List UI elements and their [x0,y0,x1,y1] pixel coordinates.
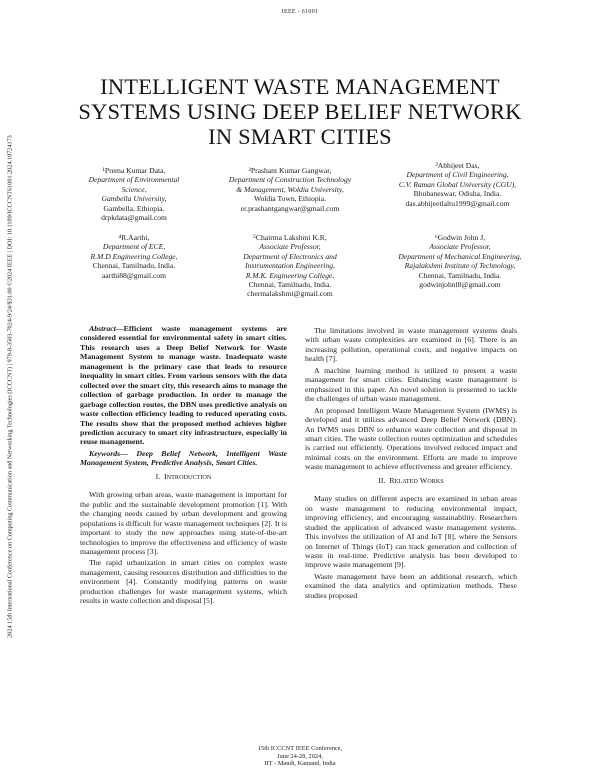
author-name: ¹Prema Kumar Data, [102,166,166,175]
author-affiliation: & Management, Woldia University, [236,184,344,194]
author-email: godwinjohnl8@gmail.com [419,280,501,290]
author-email: aarthi88@gmail.com [101,270,167,280]
author-affiliation: Rajalakshmi Institute of Technology, [404,261,516,271]
right-column [305,326,517,602]
author-affiliation: Department of Construction Technology [228,175,352,185]
author-location: Chennai, Tamilnadu, India. [248,280,332,290]
left-column [80,324,287,608]
paper-title [60,74,540,149]
author-location: Chennai, Tamilnadu, India. [418,270,502,280]
ieee-identifier: IEEE - 61001 [281,9,319,15]
author-location: Woldia Town, Ethiopia. [253,194,327,204]
author-affiliation: C.V. Raman Global University (CGU), [398,179,517,189]
author-affiliation: Department of Mechanical Engineering, [398,251,522,261]
title-line: INTELLIGENT WASTE MANAGEMENT [100,74,500,99]
section-heading-introduction: I. INTRODUCTION [155,471,212,481]
abstract-label: Abstract [89,324,116,333]
author-location: Bhubaneswar, Odisha, India. [413,189,502,199]
author-email: das.abhijeetlaltu1999@gmail.com [405,198,510,208]
footer-line: IIT - Mandi, Kamand, India [264,760,336,768]
paragraph: Waste management have been an additional research, which examined the data analytics and optimization methods. These studies proposed [305,571,517,600]
author-affiliation: R.M.D Engineering College, [90,251,178,261]
author-affiliation: Associate Professor, [259,242,321,252]
title-line: IN SMART CITIES [208,124,392,149]
author-block [210,166,370,213]
keywords: Keywords— Deep Belief Network, Intelligent Waste Management System, Predictive Analysis, Smart Cities. [80,448,287,468]
author-affiliation: Science, [121,184,147,194]
abstract [80,324,287,447]
author-block [210,233,370,299]
author-block [82,166,186,222]
paragraph: A machine learning method is utilized to present a waste management for smart cities. Enhancing waste management is emphasized in this paper. An novel solution is presented to tackle the challenges of urban waste management. [305,365,517,404]
paragraph: Many studies on different aspects are examined in urban areas on waste management to reducing environmental impact, improving efficiency, and encouraging sustainability. Researchers studied the application of advanced waste management systems. This involves the utilization of AI and IoT [8], where the Sensors on Internet of Things (IoT) can track generation and collection of waste in real-time. Predictive analysis has been developed to improve waste management [9]. [305,494,517,570]
author-affiliation: Department of Environmental [88,175,180,185]
author-name: ⁴R.Aarthi, [118,233,150,242]
author-block [82,233,186,280]
paragraph: The limitations involved in waste management systems deals with urban waste complexities are examined in [6]. There is an increasing pollution, operational costs, and negative impacts on health [7]. [305,326,517,364]
author-affiliation: R.M.K. Engineering College, [245,270,335,280]
author-location: Gambella, Ethiopia. [103,203,165,213]
author-affiliation: Instrumentation Engineering, [245,261,335,271]
author-affiliation: Department of Civil Engineering, [406,170,509,180]
paragraph: An proposed Intelligent Waste Management System (IWMS) is developed and it utilizes advanced Deep Belief Network (DBN). An IWMS uses DBN to enhance waste collection and disposal in smart cities. The waste collection routes optimization and schedules is carried out efficiently. Operations involved reduced impact and minimal costs on the environment. Efforts are made to improve waste management to achieve effectiveness and greater efficiency. [305,405,517,472]
section-heading-related-works: II. RELATED WORKS [378,475,444,485]
author-name: ²Prashant Kumar Gangwar, [248,166,332,175]
author-block [395,161,520,208]
paragraph: With growing urban areas, waste management is important for the public and the sustainable development promotion [1]. With the changing needs caused by urban development and growing populations is difficult for waste management techniques [2]. It is important to study the new approaches using state-of-the-art technologies to improve the effectiveness and efficiency of waste management process [3]. [80,490,287,556]
abstract-text: —Efficient waste management systems are considered essential for environmental safety in smart cities. This research uses a Deep Belief Network for Waste Management System to manage waste. Inadequate waste management is the primary case that leads to resource inequality in smart cities. From various sensors with the data collected over the smart city, this research aims to manage the collection of garbage production. In order to manage the garbage collection routes, the DBN uses predictive analysis on waste collection efficiency leading to reduced operating costs. The results show that the proposed method achieves higher prediction accuracy to smart city infrastructure, especially in reuse management. [80,324,287,447]
author-email: drpkdata@gmail.com [101,213,167,223]
author-affiliation: Department of Electronics and [243,251,337,261]
conference-footer [0,745,600,768]
author-name: ³Abhijeet Das, [435,161,480,170]
title-line: SYSTEMS USING DEEP BELIEF NETWORK [78,99,522,124]
author-block [393,233,527,289]
author-affiliation: Gambella University, [101,194,167,204]
author-affiliation: Associate Professor, [429,242,491,252]
author-name: ⁶Godwin John J, [434,233,486,242]
author-name: ⁵Chairma Lakshmi K.R, [253,233,327,242]
footer-line: 15th ICCCNT IEEE Conference, [257,745,343,752]
author-email: er.prashantgangwar@gmail.com [240,203,340,213]
doi-side-strip: 2024 15th International Conference on Computing Communication and Networking Technologies (ICCCNT) | 979-8-3503-7024-9/24/$31.00 ©2024 IEEE | DOI: 10.1109/ICCCNT61001.2024.10724173 [6,135,14,638]
paragraph: The rapid urbanization in smart cities on complex waste management, causing resources distribution and difficulties to the environment [4]. Constantly modifying patterns on waste production challenges for waste management systems, which results in waste collection and disposal [5]. [80,558,287,606]
author-email: chermalakshmi@gmail.com [247,289,333,299]
author-affiliation: Department of ECE, [102,242,166,252]
footer-line: June 24-28, 2024, [277,752,323,760]
author-location: Chennai, Tamilnadu, India. [92,261,176,271]
